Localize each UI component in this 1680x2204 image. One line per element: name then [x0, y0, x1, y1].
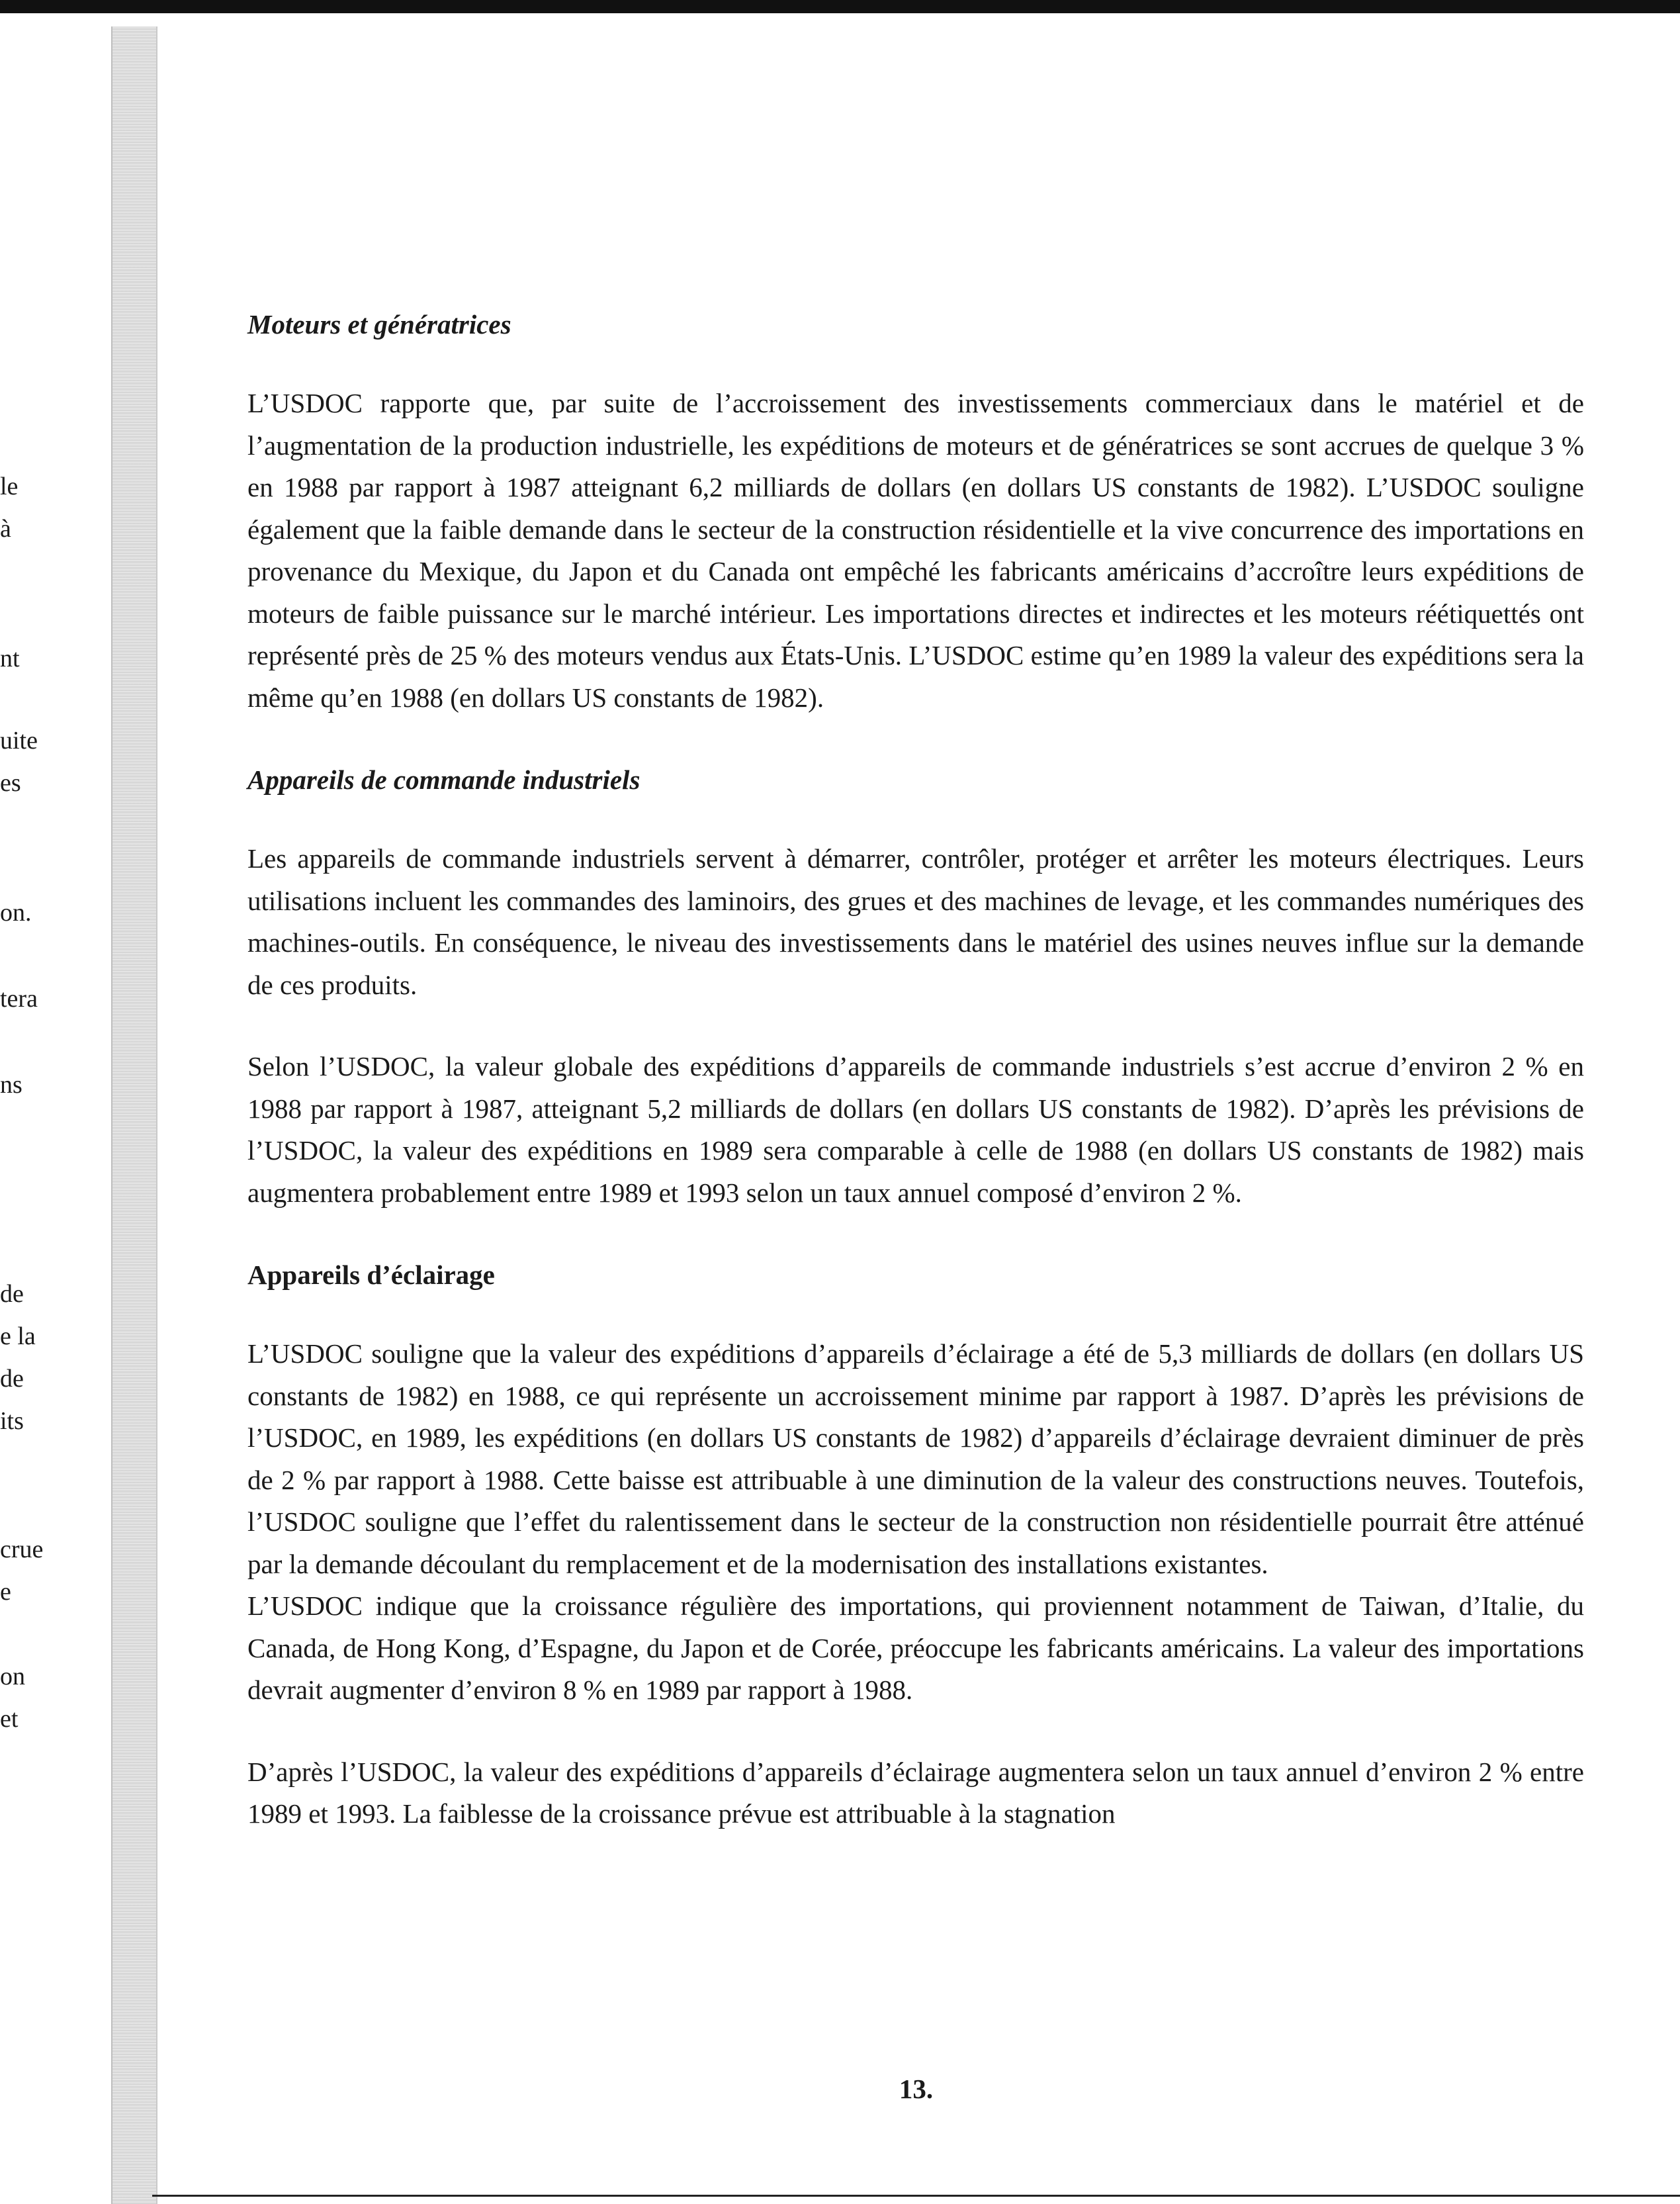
- margin-fragment: e: [0, 1578, 11, 1606]
- scan-top-edge: [0, 0, 1680, 13]
- section-eclairage: [247, 1254, 1584, 1835]
- margin-fragment: à: [0, 515, 11, 543]
- margin-fragment: crue: [0, 1536, 44, 1563]
- margin-fragment: on: [0, 1663, 25, 1690]
- page-body: [247, 303, 1584, 1835]
- paragraph: Selon l’USDOC, la valeur globale des expéditions d’appareils de commande industriels s’est accrue d’environ 2 % en 1988 par rapport à 1987, atteignant 5,2 milliards de dollars (en dollars US constants de 1982). D’après les prévisions de l’USDOC, la valeur des expéditions en 1989 sera comparable à celle de 1988 (en dollars US constants de 1982) mais augmentera probablement entre 1989 et 1993 selon un taux annuel composé d’environ 2 %.: [247, 1051, 1584, 1208]
- scan-bottom-edge: [152, 2195, 1680, 2197]
- paragraph: D’après l’USDOC, la valeur des expéditions d’appareils d’éclairage augmentera selon un taux annuel d’environ 2 % entre 1989 et 1993. La faiblesse de la croissance prévue est attribuable à la stagnation: [247, 1756, 1584, 1829]
- section-commande: [247, 758, 1584, 1214]
- paragraph: Les appareils de commande industriels servent à démarrer, contrôler, protéger et arrêter les moteurs électriques. Leurs utilisations incluent les commandes des laminoirs, des grues et des machines de levage, et les commandes numériques des machines-outils. En conséquence, le niveau des investissements dans le matériel des usines neuves influe sur la demande de ces produits.: [247, 843, 1584, 1000]
- margin-fragment: es: [0, 769, 21, 797]
- margin-fragment: its: [0, 1407, 24, 1435]
- section-heading: Appareils de commande industriels: [247, 764, 641, 795]
- section-heading: Moteurs et génératrices: [247, 309, 511, 340]
- margin-fragment: tera: [0, 985, 38, 1013]
- margin-fragment: uite: [0, 727, 38, 755]
- section-moteurs: [247, 303, 1584, 719]
- margin-fragment: on.: [0, 899, 32, 927]
- margin-fragment: ns: [0, 1071, 22, 1099]
- margin-fragment: de: [0, 1365, 24, 1393]
- paragraph: L’USDOC souligne que la valeur des expéditions d’appareils d’éclairage a été de 5,3 milliards de dollars (en dollars US constants de 1982) en 1988, ce qui représente un accroissement minime par rapport à 1987. D’après les prévisions de l’USDOC, en 1989, les expéditions (en dollars US constants de 1982) d’appareils d’éclairage devraient diminuer de près de 2 % par rapport à 1988. Cette baisse est attribuable à une diminution de la valeur des constructions neuves. Toutefois, l’USDOC souligne que l’effet du ralentissement dans le secteur de la construction non résidentielle pourrait être atténué par la demande découlant du remplacement et de la modernisation des installations existantes.: [247, 1338, 1584, 1579]
- section-heading: Appareils d’éclairage: [247, 1260, 495, 1290]
- margin-fragment: et: [0, 1705, 19, 1733]
- page-number: 13.: [899, 2074, 934, 2104]
- margin-fragment: de: [0, 1280, 24, 1308]
- previous-page-margin: [0, 0, 93, 2204]
- margin-fragment: le: [0, 473, 19, 500]
- paragraph: L’USDOC rapporte que, par suite de l’accroissement des investissements commerciaux dans le matériel et de l’augmentation de la production industrielle, les expéditions de moteurs et de génératrices se sont accrues de quelque 3 % en 1988 par rapport à 1987 atteignant 6,2 milliards de dollars (en dollars US constants de 1982). L’USDOC souligne également que la faible demande dans le secteur de la construction résidentielle et la vive concurrence des importations en provenance du Mexique, du Japon et du Canada ont empêché les fabricants américains d’accroître leurs expéditions de moteurs de faible puissance sur le marché intérieur. Les importations directes et indirectes et les moteurs réétiquettés ont représenté près de 25 % des moteurs vendus aux États-Unis. L’USDOC estime qu’en 1989 la valeur des expéditions sera la même qu’en 1988 (en dollars US constants de 1982).: [247, 388, 1584, 713]
- margin-fragment: nt: [0, 645, 20, 672]
- book-spine-shadow: [111, 26, 157, 2204]
- paragraph: L’USDOC indique que la croissance régulière des importations, qui proviennent notamment de Taiwan, d’Italie, du Canada, de Hong Kong, d’Espagne, du Japon et de Corée, préoccupe les fabricants américains. La valeur des importations devrait augmenter d’environ 8 % en 1989 par rapport à 1988.: [247, 1590, 1584, 1705]
- margin-fragment: e la: [0, 1322, 36, 1350]
